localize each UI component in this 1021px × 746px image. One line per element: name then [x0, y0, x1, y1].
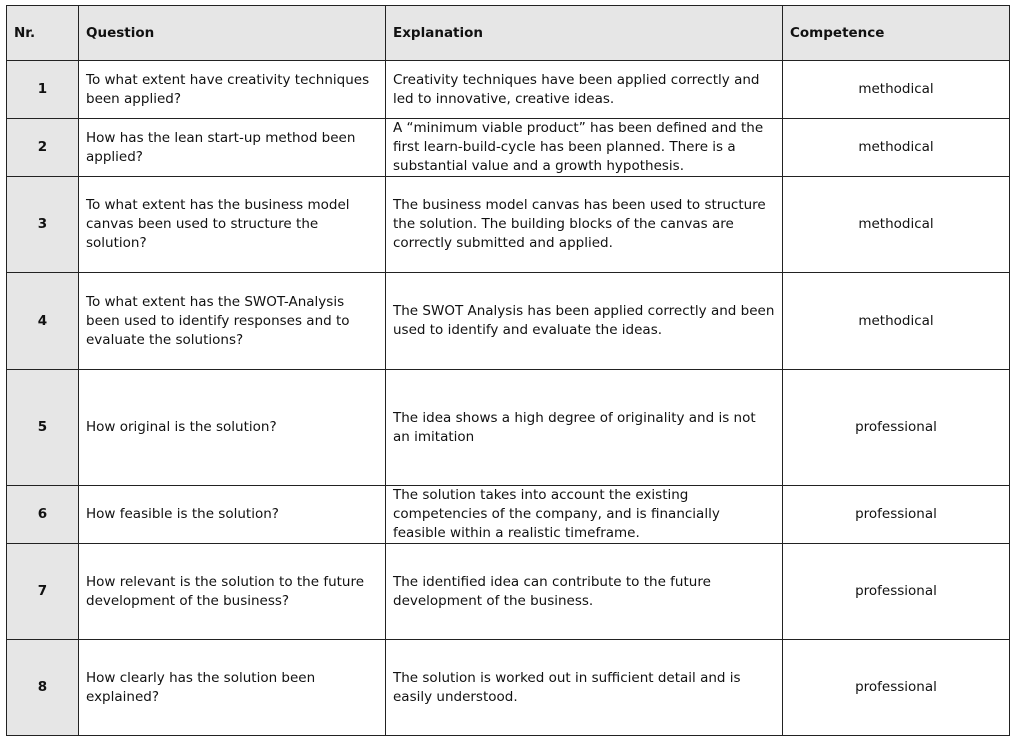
competence-cell: professional	[783, 370, 1010, 486]
row-number: 6	[7, 486, 79, 544]
competence-cell: methodical	[783, 273, 1010, 370]
explanation-cell: The solution takes into account the existing competencies of the company, and is financially feasible within a realistic timeframe.	[386, 486, 783, 544]
question-cell: How has the lean start-up method been applied?	[79, 119, 386, 177]
table-row	[7, 486, 1010, 544]
explanation-cell: The identified idea can contribute to the future development of the business.	[386, 544, 783, 640]
competence-cell: methodical	[783, 119, 1010, 177]
evaluation-table	[6, 5, 1010, 736]
competence-cell: professional	[783, 486, 1010, 544]
header-competence: Competence	[783, 6, 1010, 61]
question-cell: To what extent have creativity techniques been applied?	[79, 61, 386, 119]
row-number: 8	[7, 640, 79, 736]
question-cell: How relevant is the solution to the future development of the business?	[79, 544, 386, 640]
explanation-cell: The business model canvas has been used to structure the solution. The building blocks of the canvas are correctly submitted and applied.	[386, 177, 783, 273]
explanation-cell: The idea shows a high degree of originality and is not an imitation	[386, 370, 783, 486]
competence-cell: professional	[783, 640, 1010, 736]
question-cell: To what extent has the business model canvas been used to structure the solution?	[79, 177, 386, 273]
table-row	[7, 370, 1010, 486]
competence-cell: professional	[783, 544, 1010, 640]
header-row	[7, 6, 1010, 61]
explanation-cell: The SWOT Analysis has been applied correctly and been used to identify and evaluate the ideas.	[386, 273, 783, 370]
row-number: 1	[7, 61, 79, 119]
header-explanation: Explanation	[386, 6, 783, 61]
header-question: Question	[79, 6, 386, 61]
table-row	[7, 544, 1010, 640]
explanation-cell: Creativity techniques have been applied correctly and led to innovative, creative ideas.	[386, 61, 783, 119]
question-cell: How clearly has the solution been explained?	[79, 640, 386, 736]
competence-cell: methodical	[783, 61, 1010, 119]
question-cell: How feasible is the solution?	[79, 486, 386, 544]
table-row	[7, 177, 1010, 273]
table-row	[7, 640, 1010, 736]
table-row	[7, 61, 1010, 119]
row-number: 5	[7, 370, 79, 486]
row-number: 2	[7, 119, 79, 177]
table-row	[7, 119, 1010, 177]
explanation-cell: A “minimum viable product” has been defined and the first learn-build-cycle has been planned. There is a substantial value and a growth hypothesis.	[386, 119, 783, 177]
row-number: 4	[7, 273, 79, 370]
question-cell: How original is the solution?	[79, 370, 386, 486]
header-nr: Nr.	[7, 6, 79, 61]
competence-cell: methodical	[783, 177, 1010, 273]
explanation-cell: The solution is worked out in sufficient detail and is easily understood.	[386, 640, 783, 736]
question-cell: To what extent has the SWOT-Analysis been used to identify responses and to evaluate the solutions?	[79, 273, 386, 370]
row-number: 3	[7, 177, 79, 273]
row-number: 7	[7, 544, 79, 640]
evaluation-table-container	[6, 5, 1010, 736]
table-row	[7, 273, 1010, 370]
